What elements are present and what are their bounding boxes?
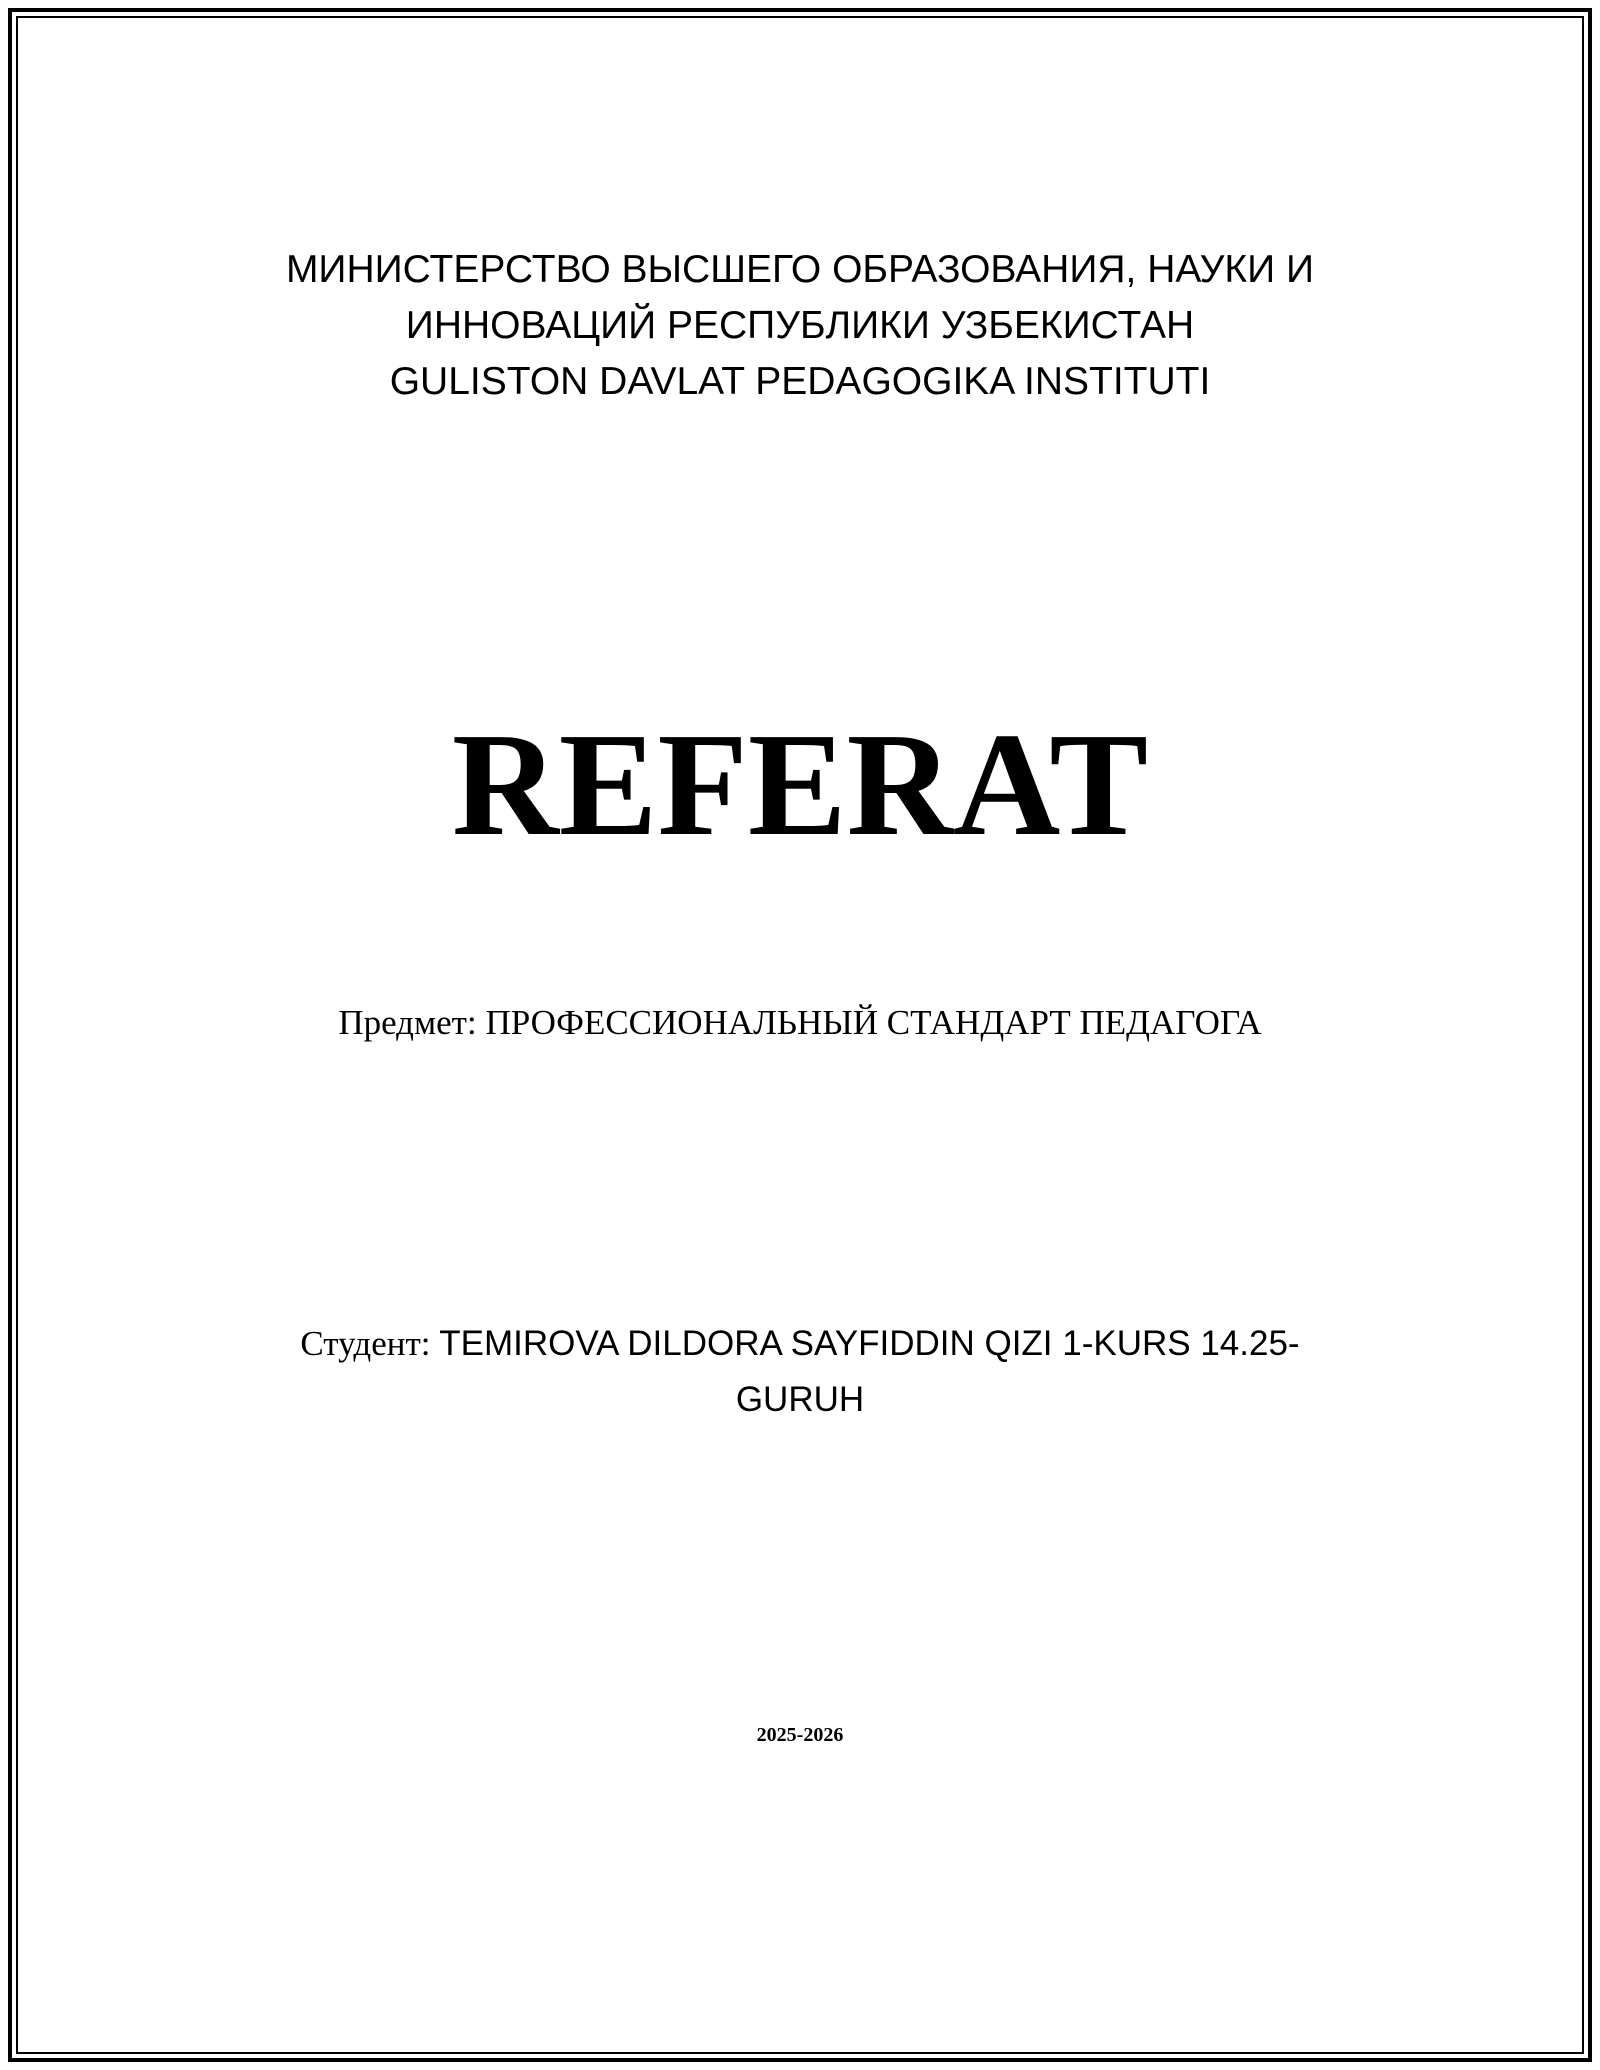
document-title: REFERAT	[451, 703, 1149, 867]
ministry-line-1: МИНИСТЕРСТВО ВЫСШЕГО ОБРАЗОВАНИЯ, НАУКИ И	[285, 248, 1315, 291]
academic-year: 2025-2026	[756, 1724, 844, 1746]
student-group-suffix: GURUH	[735, 1380, 865, 1419]
institute-name: GULISTON DAVLAT PEDAGOGIKA INSTITUTI	[389, 360, 1211, 403]
student-line-2	[0, 1372, 1600, 1428]
ministry-line-2: ИННОВАЦИЙ РЕСПУБЛИКИ УЗБЕКИСТАН	[405, 304, 1195, 347]
student-label: Студент:	[300, 1324, 440, 1363]
student-line-1	[0, 1316, 1600, 1372]
subject-line: Предмет: ПРОФЕССИОНАЛЬНЫЙ СТАНДАРТ ПЕДАГОГА	[338, 1003, 1262, 1042]
student-name-group: TEMIROVA DILDORA SAYFIDDIN QIZI 1-KURS 14.25-	[439, 1324, 1300, 1363]
